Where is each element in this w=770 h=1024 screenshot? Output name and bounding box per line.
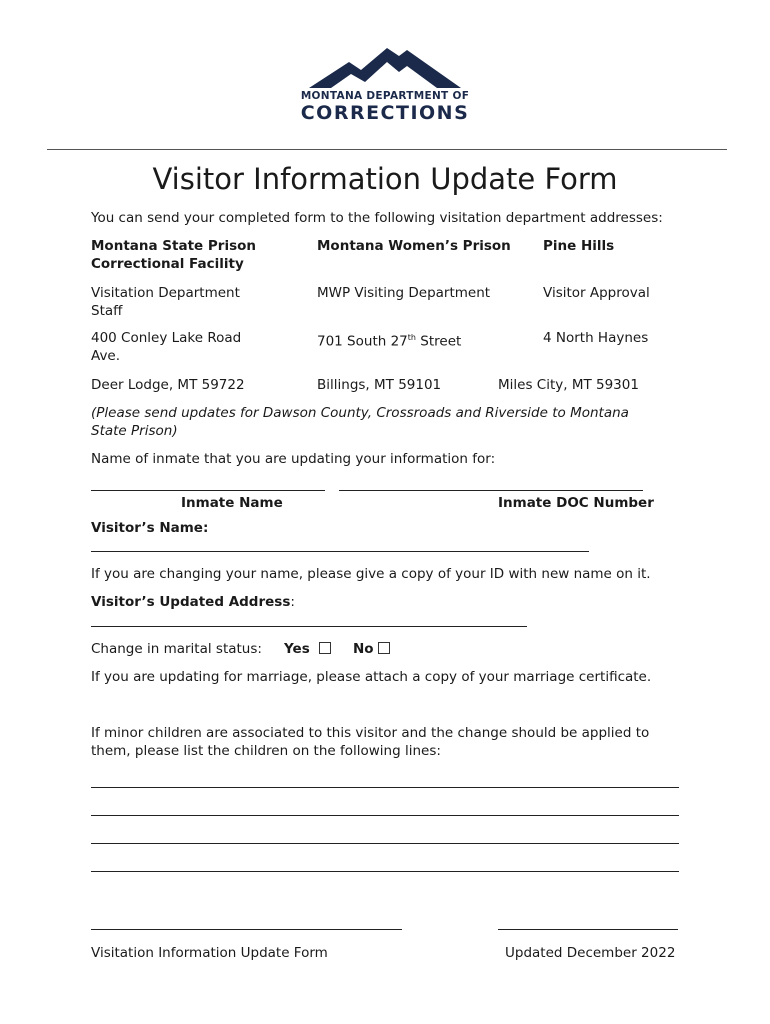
children-line-4[interactable] bbox=[91, 871, 679, 872]
mwp-street-sup: th bbox=[407, 333, 416, 342]
logo-department-text: MONTANA DEPARTMENT OF bbox=[300, 90, 470, 102]
header-divider bbox=[47, 149, 727, 150]
updated-address-colon: : bbox=[290, 594, 295, 610]
intro-text: You can send your completed form to the following visitation department addresses: bbox=[91, 210, 663, 226]
mwp-street bbox=[317, 329, 461, 351]
msp-city: Deer Lodge, MT 59722 bbox=[91, 377, 245, 393]
mountain-logo-icon bbox=[309, 44, 461, 88]
pine-hills-name: Pine Hills bbox=[543, 238, 615, 254]
inmate-prompt: Name of inmate that you are updating your information for: bbox=[91, 451, 496, 467]
msp-dept-line1: Visitation Department bbox=[91, 285, 240, 301]
children-text-line2: them, please list the children on the following lines: bbox=[91, 743, 441, 759]
logo-corrections-text: CORRECTIONS bbox=[300, 102, 470, 124]
yes-label: Yes bbox=[284, 641, 310, 657]
msp-street-line2: Ave. bbox=[91, 348, 121, 364]
mwp-street-prefix: 701 South 27 bbox=[317, 333, 408, 350]
note-line2: State Prison) bbox=[91, 423, 178, 439]
updated-address-label bbox=[91, 593, 295, 611]
msp-name-line1: Montana State Prison bbox=[91, 238, 256, 254]
pine-hills-street: 4 North Haynes bbox=[543, 330, 649, 346]
no-label: No bbox=[353, 641, 374, 657]
no-checkbox[interactable] bbox=[378, 642, 390, 654]
marital-label: Change in marital status: bbox=[91, 641, 262, 657]
children-text-line1: If minor children are associated to this visitor and the change should be applied to bbox=[91, 725, 650, 741]
children-line-1[interactable] bbox=[91, 787, 679, 788]
inmate-name-line[interactable] bbox=[91, 490, 325, 491]
mwp-dept: MWP Visiting Department bbox=[317, 285, 491, 301]
msp-name-line2: Correctional Facility bbox=[91, 256, 244, 272]
inmate-name-label: Inmate Name bbox=[181, 495, 283, 511]
date-line[interactable] bbox=[498, 929, 678, 930]
mdoc-logo bbox=[0, 44, 770, 124]
visitor-name-line[interactable] bbox=[91, 551, 589, 552]
visitor-name-label: Visitor’s Name: bbox=[91, 520, 209, 536]
children-line-3[interactable] bbox=[91, 843, 679, 844]
children-line-2[interactable] bbox=[91, 815, 679, 816]
mwp-street-suffix: Street bbox=[415, 333, 462, 350]
marital-no-option[interactable] bbox=[353, 640, 390, 658]
footer-form-name: Visitation Information Update Form bbox=[91, 945, 328, 961]
pine-hills-city: Miles City, MT 59301 bbox=[498, 377, 639, 393]
pine-hills-dept: Visitor Approval bbox=[543, 285, 650, 301]
note-line1: (Please send updates for Dawson County, Crossroads and Riverside to Montana bbox=[91, 405, 629, 421]
form-title: Visitor Information Update Form bbox=[152, 162, 618, 196]
marriage-note: If you are updating for marriage, please attach a copy of your marriage certificate. bbox=[91, 669, 652, 685]
footer-updated-date: Updated December 2022 bbox=[505, 945, 676, 961]
marital-yes-option[interactable] bbox=[284, 640, 331, 658]
inmate-doc-label: Inmate DOC Number bbox=[498, 495, 654, 511]
msp-street-line1: 400 Conley Lake Road bbox=[91, 330, 242, 346]
yes-checkbox[interactable] bbox=[319, 642, 331, 654]
mwp-city: Billings, MT 59101 bbox=[317, 377, 442, 393]
updated-address-label-text: Visitor’s Updated Address bbox=[91, 594, 291, 610]
inmate-doc-line[interactable] bbox=[339, 490, 643, 491]
updated-address-line[interactable] bbox=[91, 626, 527, 627]
mwp-name: Montana Women’s Prison bbox=[317, 238, 511, 254]
name-change-note: If you are changing your name, please give a copy of your ID with new name on it. bbox=[91, 566, 651, 582]
msp-dept-line2: Staff bbox=[91, 303, 123, 319]
signature-line[interactable] bbox=[91, 929, 402, 930]
